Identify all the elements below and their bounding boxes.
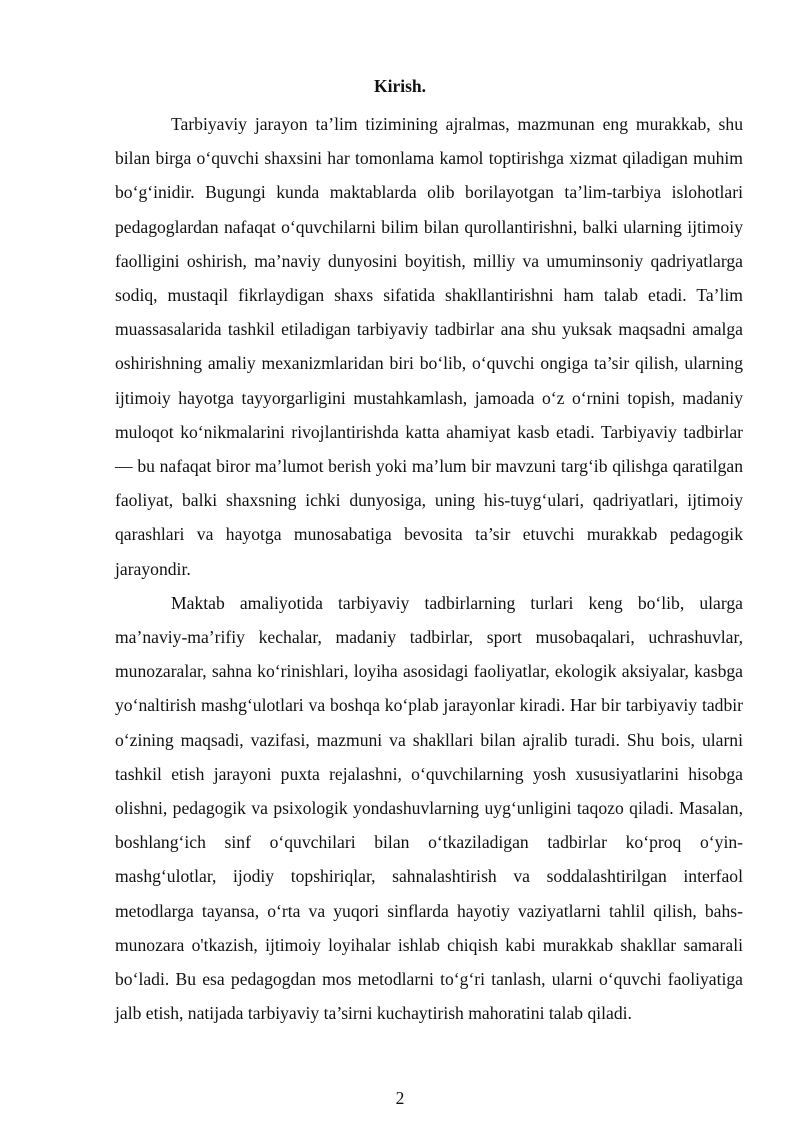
section-heading: Kirish. (373, 76, 427, 96)
body-text (115, 107, 743, 1030)
paragraph-2: Maktab amaliyotida tarbiyaviy tadbirlarning turlari keng bo‘lib, ularga ma’naviy-ma’rifiy kechalar, madaniy tadbirlar, sport musobaqalari, uchrashuvlar, munozaralar, sahna ko‘rinishlari, loyiha asosidagi faoliyatlar, ekologik aksiyalar, kasbga yo‘naltirish mashg‘ulotlari va boshqa ko‘plab jarayonlar kiradi. Har bir tarbiyaviy tadbir o‘zining maqsadi, vazifasi, mazmuni va shakllari bilan ajralib turadi. Shu bois, ularni tashkil etish jarayoni puxta rejalashni, o‘quvchilarning yosh xususiyatlarini hisobga olishni, pedagogik va psixologik yondashuvlarning uyg‘unligini taqozo qiladi. Masalan, boshlang‘ich sinf o‘quvchilari bilan o‘tkaziladigan tadbirlar ko‘proq o‘yin-mashg‘ulotlar, ijodiy topshiriqlar, sahnalashtirish va soddalashtirilgan interfaol metodlarga tayansa, o‘rta va yuqori sinflarda hayotiy vaziyatlarni tahlil qilish, bahs-munozara o'tkazish, ijtimoiy loyihalar ishlab chiqish kabi murakkab shakllar samarali bo‘ladi. Bu esa pedagogdan mos metodlarni to‘g‘ri tanlash, ularni o‘quvchi faoliyatiga jalb etish, natijada tarbiyaviy ta’sirni kuchaytirish mahoratini talab qiladi. (115, 592, 743, 1024)
paragraph-1: Tarbiyaviy jarayon ta’lim tizimining ajralmas, mazmunan eng murakkab, shu bilan birga o‘quvchi shaxsini har tomonlama kamol toptirishga xizmat qiladigan muhim bo‘g‘inidir. Bugungi kunda maktablarda olib borilayotgan ta’lim-tarbiya islohotlari pedagoglardan nafaqat o‘quvchilarni bilim bilan qurollantirishni, balki ularning ijtimoiy faolligini oshirish, ma’naviy dunyosini boyitish, milliy va umuminsoniy qadriyatlarga sodiq, mustaqil fikrlaydigan shaxs sifatida shakllantirishni ham talab etadi. Ta’lim muassasalarida tashkil etiladigan tarbiyaviy tadbirlar ana shu yuksak maqsadni amalga oshirishning amaliy mexanizmlaridan biri bo‘lib, o‘quvchi ongiga ta’sir qilish, ularning ijtimoiy hayotga tayyorgarligini mustahkamlash, jamoada o‘z o‘rnini topish, madaniy muloqot ko‘nikmalarini rivojlantirishda katta ahamiyat kasb etadi. Tarbiyaviy tadbirlar — bu nafaqat biror ma’lumot berish yoki ma’lum bir mavzuni targ‘ib qilishga qaratilgan faoliyat, balki shaxsning ichki dunyosiga, uning his-tuyg‘ulari, qadriyatlari, ijtimoiy qarashlari va hayotga munosabatiga bevosita ta’sir etuvchi murakkab pedagogik jarayondir. (115, 114, 743, 579)
page-number: 2 (395, 1088, 405, 1108)
